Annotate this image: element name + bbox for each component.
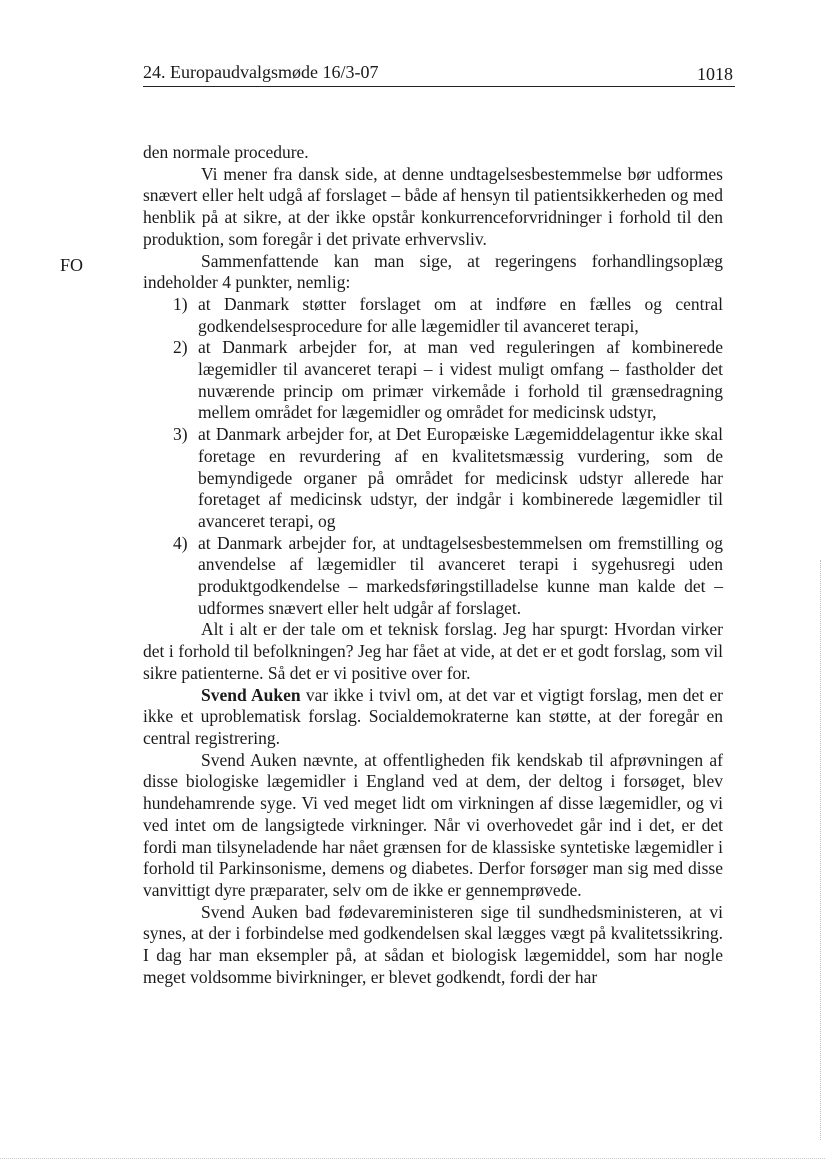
list-item-number: 1): [173, 293, 188, 314]
paragraph: Vi mener fra dansk side, at denne undtagelsesbestemmelse bør udformes snævert eller helt udgå af forslaget – både af hensyn til patientsikkerheden og med henblik på at sikre, at der ikke opstår konkurrenceforvridninger i forhold til den produktion, som foregår i det private erhvervsliv.: [143, 163, 723, 249]
list-item-text: at Danmark arbejder for, at undtagelsesbestemmelsen om fremstilling og anvendelse af lægemidler til avanceret terapi i sygehusregi uden produktgodkendelse – markedsføringstilladelse kunne man kalde det – udformes snævert eller helt udgår af forslaget.: [198, 532, 723, 618]
list-item-text: at Danmark arbejder for, at man ved reguleringen af kombinerede lægemidler til avanceret terapi – i videst muligt omfang – fastholder det nuværende princip om primær virkemåde i forhold til grænsedragning mellem området for lægemidler og området for medicinsk udstyr,: [198, 337, 723, 423]
list-item-number: 2): [173, 337, 188, 358]
paragraph: Svend Auken bad fødevareministeren sige til sundhedsministeren, at vi synes, at der i forbindelse med godkendelsen skal lægges vægt på kvalitetssikring. I dag har man eksempler på, at sådan et biologisk lægemiddel, som har nogle meget voldsomme bivirkninger, er blevet godkendt, fordi der har: [143, 901, 723, 987]
paragraph: Svend Auken nævnte, at offentligheden fik kendskab til afprøvningen af disse biologiske lægemidler i England ved at dem, der deltog i forsøget, blev hundehamrende syge. Vi ved meget lidt om virkningen af disse lægemidler, og vi ved intet om de langsigtede virkninger. Når vi overhovedet går ind i det, er det fordi man tilsyneladende har nået grænsen for de klassiske syntetiske lægemidler i forhold til Parkinsonisme, demens og diabetes. Derfor forsøger man sig med disse vanvittigt dyre præparater, selv om de ikke er gennemprøvede.: [143, 749, 723, 900]
list-item-text: at Danmark arbejder for, at Det Europæiske Lægemiddelagentur ikke skal foretage en revurdering af en kvalitetsmæssig vurdering, som de bemyndigede organer på området for medicinsk udstyr allerede har foretaget af medicinsk udstyr, der indgår i kombinerede lægemidler til avanceret terapi, og: [198, 424, 723, 531]
paragraph: [143, 685, 723, 750]
list-item-number: 3): [173, 424, 188, 445]
margin-note: FO: [60, 255, 84, 275]
list-item-number: 4): [173, 532, 188, 553]
body-text: [143, 142, 723, 988]
header-title: 24. Europaudvalgsmøde 16/3-07: [143, 62, 379, 82]
paragraph: Alt i alt er der tale om et teknisk forslag. Jeg har spurgt: Hvordan virker det i forhold til befolkningen? Jeg har fået at vide, at det er et godt forslag, som vil sikre patienterne. Så det er vi positive over for.: [143, 619, 723, 683]
scan-edge-mark: [819, 560, 821, 1140]
page-header: [143, 60, 735, 87]
list-item: [143, 337, 723, 424]
page-number: 1018: [697, 64, 733, 84]
list-item: [143, 533, 723, 620]
list-item-text: at Danmark støtter forslaget om at indføre en fælles og central godkendelsesprocedure for alle lægemidler til avanceret terapi,: [198, 293, 723, 336]
list-item: [143, 424, 723, 533]
paragraph: Sammenfattende kan man sige, at regeringens forhandlingsoplæg indeholder 4 punkter, nemlig:: [143, 250, 723, 293]
scan-bottom-mark: [0, 1157, 825, 1159]
paragraph: den normale procedure.: [143, 142, 309, 162]
list-item: [143, 294, 723, 337]
speaker-name: Svend Auken: [201, 684, 301, 705]
numbered-list: [143, 294, 723, 620]
paragraph-text: var ikke i tvivl om, at det var et vigtigt forslag, men det er ikke et uproblematisk forslag. Socialdemokraterne kan støtte, at der foregår en central registrering.: [143, 684, 723, 748]
